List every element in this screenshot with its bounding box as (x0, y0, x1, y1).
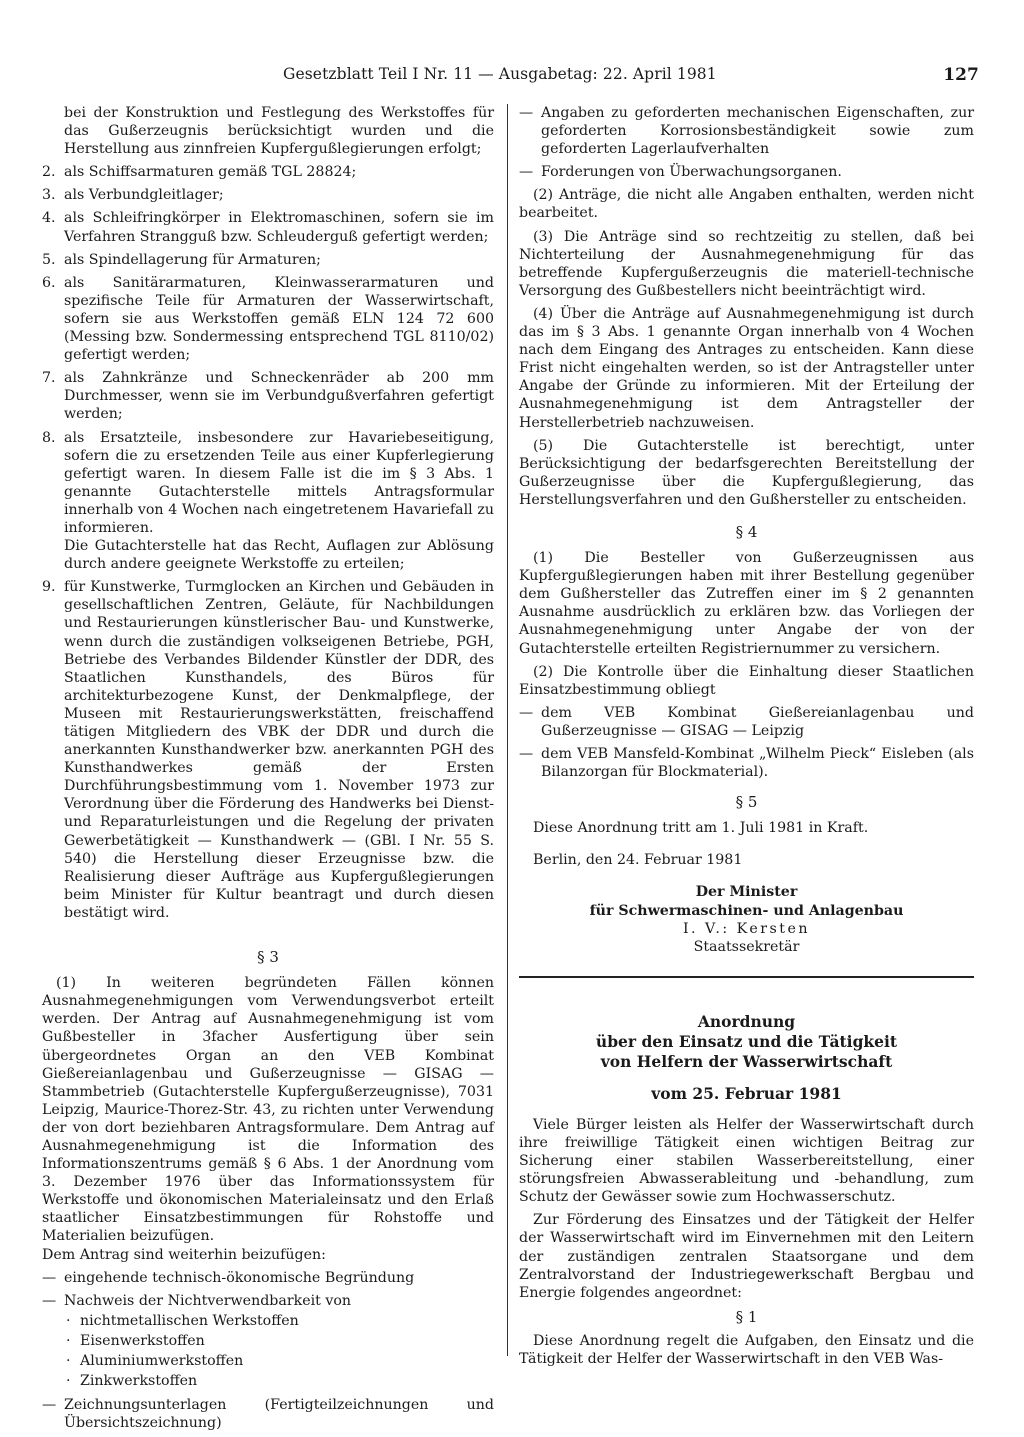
item-number: 2. (42, 164, 56, 181)
item-number: 4. (42, 210, 56, 227)
item-text: als Zahnkränze und Schneckenräder ab 200 mm Durchmesser, wenn sie im Verbundgußverfahren gefertigt werden; (64, 370, 494, 423)
running-header (283, 65, 983, 89)
bullet-item: · Aluminiumwerkstoffen (66, 1353, 244, 1369)
dash-item: — eingehende technisch-ökonomische Begründung (42, 1269, 415, 1286)
bullet-item: · nichtmetallischen Werkstoffen (66, 1312, 299, 1329)
left-column (42, 104, 494, 1437)
item-number: 9. (42, 579, 56, 596)
item-text: für Kunstwerke, Turmglocken an Kirchen und Gebäuden in gesellschaftlichen Zentren, Geläute, für Nachbildungen und Restaurierungen künstlerischer Bau- und Kunstwerke, wenn durch die zuständigen volkseigenen Betriebe, PGH, Betriebe des Verbandes Bildender Künstler der DDR, des Staatlichen Kunsthandels, des Büros für architekturbezogene Kunst, der Denkmalpflege, der Museen mit Restaurierungswerkstätten, freischaffend tätigen Mitgliedern des VBK der DDR und durch die anerkannten Kunsthandwerker bzw. anerkannten PGH des Kunsthandwerkes gemäß der Ersten Durchführungsbestimmung vom 1. November 1973 zur Verordnung über die Förderung des Handwerks bei Dienst- und Reparaturleistungen und die Regelung der privaten Gewerbetätigkeit — Kunsthandwerk — (GBl. I Nr. 55 S. 540) die Herstellung dieser Erzeugnisse bzw. die Realisierung dieser Aufträge aus Kupfergußlegierungen beim Minister für Kultur beantragt und durch diesen bestätigt wird. (64, 579, 494, 921)
list-item (42, 578, 494, 922)
list-item (42, 163, 494, 181)
page-number: 127 (943, 65, 979, 85)
paragraph-4: (4) Über die Anträge auf Ausnahmegenehmigung ist durch das im § 3 Abs. 1 genannte Organ innerhalb von 4 Wochen nach dem Eingang des Antrages zu entscheiden. Kann diese Frist nicht eingehalten werden, so ist der Antragsteller unter Angabe der Gründe zu informieren. Mit der Erteilung der Ausnahmegenehmigung ist dem Antragsteller der Herstellerbetrieb nachzuweisen. (519, 305, 974, 431)
paragraph-3: (3) Die Anträge sind so rechtzeitig zu stellen, daß bei Nichterteilung der Ausnahmegenehmigung für das betreffende Kupfergußerzeugnis die materiell-technische Versorgung des Gußbestellers nicht beeinträchtigt wird. (519, 228, 974, 299)
place-date: Berlin, den 24. Februar 1981 (533, 852, 743, 869)
title-line: von Helfern der Wasserwirtschaft (600, 1051, 893, 1071)
dash-item: — Nachweis der Nichtverwendbarkeit von (42, 1292, 352, 1309)
item-text: als Spindellagerung für Armaturen; (64, 251, 321, 268)
item-number: 8. (42, 429, 56, 446)
item-number: 6. (42, 274, 56, 291)
item-text: als Verbundgleitlager; (64, 187, 224, 204)
signature-block (519, 883, 974, 955)
right-column (519, 104, 974, 1373)
ordinance-section-1-heading: § 1 (735, 1307, 758, 1326)
ordinance-paragraph-3: Diese Anordnung regelt die Aufgaben, den Einsatz und die Tätigkeit der Helfer der Wasserwirtschaft in den VEB Was- (519, 1332, 974, 1367)
signature-line: für Schwermaschinen- und Anlagenbau (589, 902, 904, 919)
dash-text: eingehende technisch-ökonomische Begründung (64, 1269, 415, 1286)
column-divider (507, 104, 508, 1356)
section-4-paragraph-2: (2) Die Kontrolle über die Einhaltung dieser Staatlichen Einsatzbestimmung obliegt (519, 663, 974, 698)
section-3-heading: § 3 (257, 948, 279, 967)
dash-item: — dem VEB Mansfeld-Kombinat „Wilhelm Pieck“ Eisleben (als Bilanzorgan für Blockmaterial). (519, 746, 974, 781)
section-divider (519, 976, 974, 978)
section-3-paragraph-1: (1) In weiteren begründeten Fällen können Ausnahmegenehmigungen vom Verwendungsverbot erteilt werden. Der Antrag auf Ausnahmegenehmigung ist vom Gußbesteller in 3facher Ausfertigung über sein übergeordnetes Organ an den VEB Kombinat Gießereianlagenbau und Gußerzeugnisse — GISAG — Stammbetrieb (Gutachterstelle Kupfergußerzeugnisse), 7031 Leipzig, Maurice-Thorez-Str. 43, zu richten unter Verwendung der von dort beziehbaren Antragsformulare. Dem Antrag auf Ausnahmegenehmigung ist die Information des Informationszentrums gemäß § 6 Abs. 1 der Anordnung vom 3. Dezember 1976 über das Informationssystem für Werkstoffe und ökonomischen Materialeinsatz und den Erlaß staatlicher Einsatzbestimmungen für Rohstoffe und Materialien beizufügen. (42, 975, 494, 1245)
list-item (42, 251, 494, 269)
item-text: als Schiffsarmaturen gemäß TGL 28824; (64, 164, 357, 181)
list-item (42, 186, 494, 204)
signature-line: I. V.: Kersten (682, 920, 811, 937)
dash-item: — dem VEB Kombinat Gießereianlagenbau und Gußerzeugnisse — GISAG — Leipzig (519, 704, 974, 739)
ordinance-paragraph-1: Viele Bürger leisten als Helfer der Wasserwirtschaft durch ihre freiwillige Tätigkeit einen wichtigen Beitrag zur Sicherung einer stabilen Wasserbereitstellung, einer störungsfreien Abwasserableitung und -behandlung, zum Schutz der Gewässer sowie zum Hochwasserschutz. (519, 1116, 974, 1206)
title-line: Anordnung (697, 1011, 796, 1031)
ordinance-title (519, 1012, 974, 1104)
title-date: vom 25. Februar 1981 (651, 1083, 842, 1103)
list-item (42, 274, 494, 364)
item-text: als Schleifringkörper in Elektromaschinen, sofern sie im Verfahren Strangguß bzw. Schleuderguß gefertigt werden; (64, 210, 494, 245)
signature-line: Staatssekretär (693, 938, 800, 955)
dash-text: dem VEB Kombinat Gießereianlagenbau und Gußerzeugnisse — GISAG — Leipzig (541, 704, 974, 739)
dash-text: Nachweis der Nichtverwendbarkeit von (64, 1292, 352, 1309)
dash-item: — Zeichnungsunterlagen (Fertigteilzeichnungen und Übersichtszeichnung) (42, 1397, 494, 1432)
paragraph-2: (2) Anträge, die nicht alle Angaben enthalten, werden nicht bearbeitet. (519, 187, 974, 222)
ordinance-paragraph-2: Zur Förderung des Einsatzes und der Tätigkeit der Helfer der Wasserwirtschaft wird im Einvernehmen mit den Leitern der zuständigen zentralen Staatsorgane und dem Zentralvorstand der Industriegewerkschaft Bergbau und Energie folgendes angeordnet: (519, 1212, 974, 1301)
list-item (42, 209, 494, 245)
section-3-paragraph-1b: Dem Antrag sind weiterhin beizufügen: (42, 1246, 326, 1263)
item-text: Die Gutachterstelle hat das Recht, Auflagen zur Ablösung durch andere geeignete Werkstoffe zu erteilen; (64, 538, 494, 573)
paragraph-5: (5) Die Gutachterstelle ist berechtigt, unter Berücksichtigung der bedarfsgerechten Bereitstellung der Gußerzeugnisse über die Kupfergußlegierung, das Herstellungsverfahren und den Gußhersteller zu entscheiden. (519, 437, 974, 508)
bullet-item: · Eisenwerkstoffen (66, 1332, 205, 1349)
section-4-paragraph-1: (1) Die Besteller von Gußerzeugnissen aus Kupfergußlegierungen haben mit ihrer Bestellung gegenüber dem Gußhersteller das Zutreffen einer im § 2 genannten Ausnahme ausdrücklich zu erklären bzw. das Vorliegen der Ausnahmegenehmigung unter Angabe der von der Gutachterstelle erteilten Registriernummer zu versichern. (519, 550, 974, 657)
item-text: als Ersatzteile, insbesondere zur Havariebeseitigung, sofern die zu ersetzenden Teile aus einer Kupferlegierung gefertigt waren. In diesem Falle ist die im § 3 Abs. 1 genannte Gutachterstelle mittels Antragsformular innerhalb von 4 Wochen nach eingetretenem Havariefall zu informieren. (64, 429, 494, 536)
item-number: 3. (42, 187, 56, 204)
header-title: Gesetzblatt Teil I Nr. 11 — Ausgabetag: 22. April 1981 (283, 65, 717, 83)
dash-text: Angaben zu geforderten mechanischen Eigenschaften, zur geforderten Korrosionsbeständigkeit sowie zum geforderten Lagerlaufverhalten (541, 105, 974, 158)
section-5-heading: § 5 (735, 793, 758, 812)
dash-text: dem VEB Mansfeld-Kombinat „Wilhelm Pieck“ Eisleben (als Bilanzorgan für Blockmaterial). (541, 746, 974, 781)
dash-text: Zeichnungsunterlagen (Fertigteilzeichnungen und Übersichtszeichnung) (64, 1397, 494, 1432)
item-text: als Sanitärarmaturen, Kleinwasserarmaturen und spezifische Teile für Armaturen der Wasserwirtschaft, sofern sie aus Werkstoffen gemäß ELN 124 72 600 (Messing bzw. Sondermessing entsprechend TGL 8110/02) gefertigt werden; (64, 274, 494, 364)
list-item (42, 429, 494, 538)
list-item (42, 537, 494, 573)
list-item (42, 369, 494, 423)
numbered-list (42, 163, 494, 922)
section-4-heading: § 4 (735, 522, 758, 541)
bullet-item: · Zinkwerkstoffen (66, 1373, 198, 1390)
section-5-paragraph: Diese Anordnung tritt am 1. Juli 1981 in Kraft. (533, 820, 869, 837)
dash-item: — Angaben zu geforderten mechanischen Eigenschaften, zur geforderten Korrosionsbeständigkeit sowie zum geforderten Lagerlaufverhalten (519, 105, 974, 158)
item-number: 5. (42, 251, 56, 268)
item-number: 7. (42, 370, 56, 387)
title-line: über den Einsatz und die Tätigkeit (595, 1031, 898, 1051)
dash-text: Forderungen von Überwachungsorganen. (541, 164, 842, 181)
signature-line: Der Minister (695, 884, 798, 901)
intro-paragraph: bei der Konstruktion und Festlegung des Werkstoffes für das Gußerzeugnis berücksichtigt wurden und die Herstellung aus zinnfreien Kupfergußlegierungen erfolgt; (64, 105, 494, 158)
dash-item: — Forderungen von Überwachungsorganen. (519, 164, 842, 181)
